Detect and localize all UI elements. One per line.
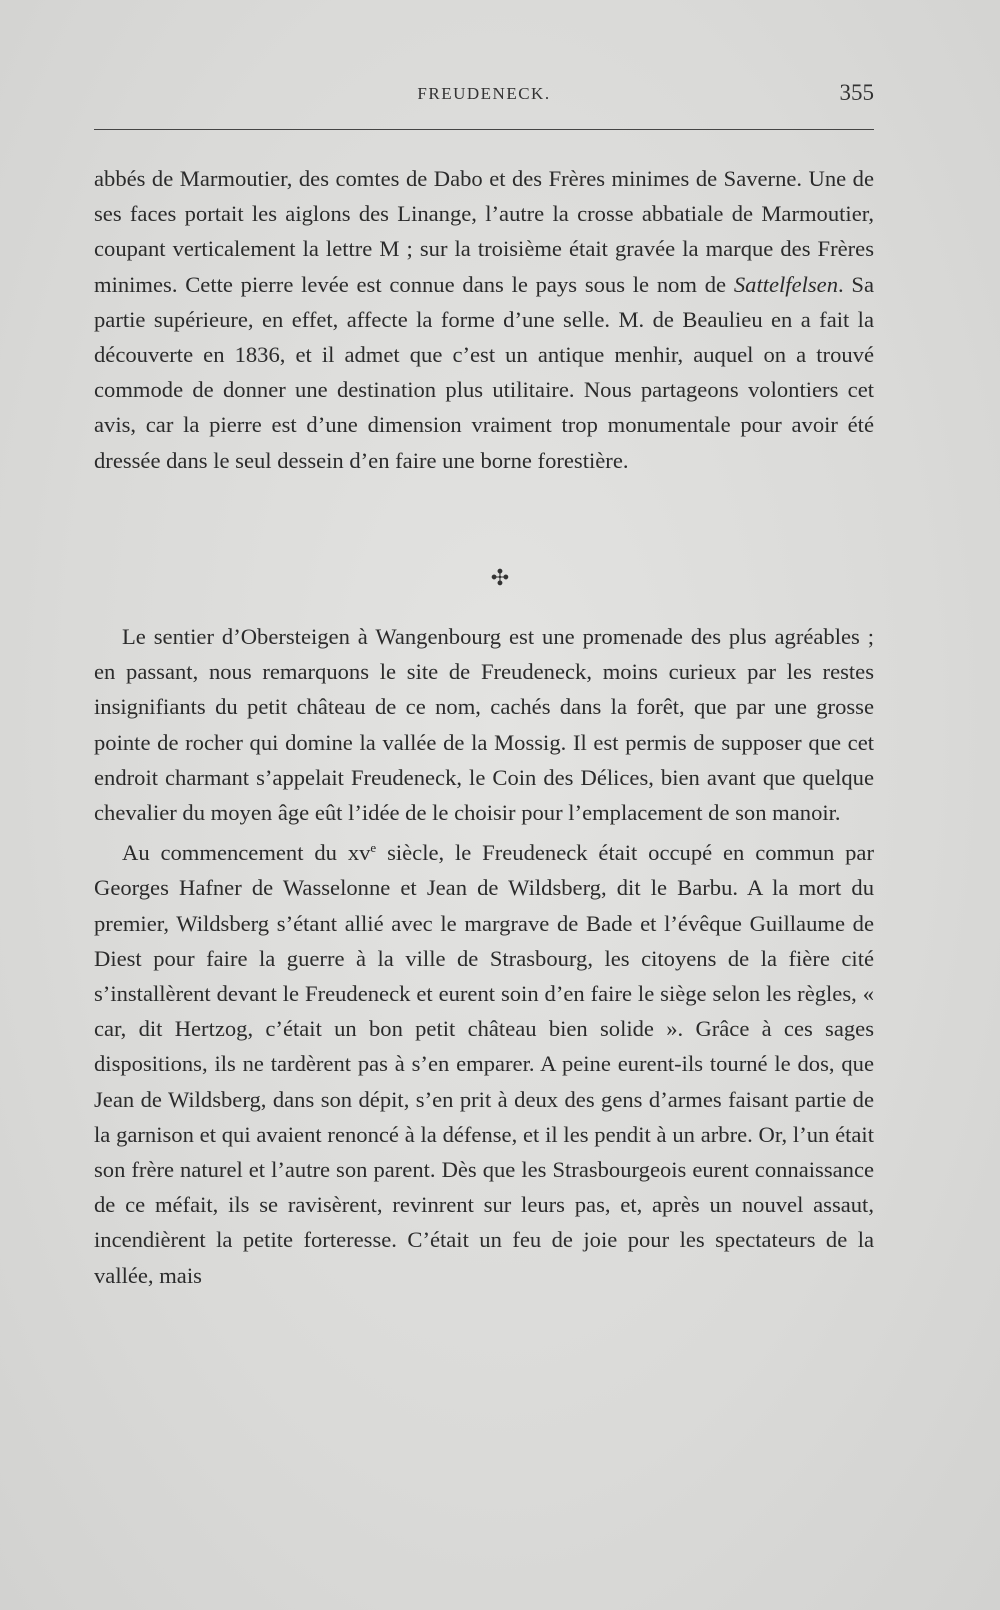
paragraph-siege [94, 830, 874, 1293]
paragraph-text-part-1: abbés de Marmoutier, des comtes de Dabo et des Frères minimes de Saverne. Une de ses faces portait les aiglons des Linange, l’autre la crosse abbatiale de Marmoutier, coupant verticalement la lettre M ; sur la troisième était gravée la marque des Frères minimes. Cette pierre levée est connue dans le pays sous le nom de [94, 166, 874, 297]
paragraph-text-part-2: siècle, le Freudeneck était occupé en commun par Georges Hafner de Wasselonne et Jean de Wildsberg, dit le Barbu. A la mort du premier, Wildsberg s’étant allié avec le margrave de Bade et l’évêque Guillaume de Diest pour faire la guerre à la ville de Strasbourg, les citoyens de la fière cité s’installèrent devant le Freudeneck et eurent soin d’en faire le siège selon les règles, « car, dit Hertzog, c’était un bon petit château bien solide ». Grâce à ces sages dispositions, ils ne tardèrent pas à s’en emparer. A peine eurent-ils tourné le dos, que Jean de Wildsberg, dans son dépit, s’en prit à deux des gens d’armes faisant partie de la garnison et qui avaient renoncé à la défense, et il les pendit à un arbre. Or, l’un était son frère naturel et l’autre son parent. Dès que les Strasbourgeois eurent connaissance de ce méfait, ils se ravisèrent, revinrent sur leurs pas, et, après un nouvel assaut, incendièrent la petite forteresse. C’était un feu de joie pour les spectateurs de la vallée, mais [94, 840, 874, 1288]
paragraph-sattelfelsen [94, 161, 874, 478]
section-freudeneck [94, 619, 874, 1293]
page-number: 355 [839, 80, 874, 105]
century-superscript: e [370, 840, 377, 856]
header-rule [94, 129, 874, 130]
paragraph-text [94, 161, 874, 478]
section-ornament-icon: ✣ [490, 566, 510, 591]
paragraph-sentier: Le sentier d’Obersteigen à Wangenbourg est une promenade des plus agréables ; en passant, nous remarquons le site de Freudeneck, moins curieux par les restes insignifiants du petit château de ce nom, cachés dans la forêt, que par une grosse pointe de rocher qui domine la vallée de la Mossig. Il est permis de supposer que cet endroit charmant s’appelait Freudeneck, le Coin des Délices, bien avant que quelque chevalier du moyen âge eût l’idée de le choisir pour l’emplacement de son manoir. [94, 624, 874, 826]
italic-term: Sattelfelsen [733, 271, 838, 297]
paragraph-text-part-1: Au commencement du xv [122, 840, 371, 866]
paragraph-text-part-2: . Sa partie supérieure, en effet, affecte la forme d’une selle. M. de Beaulieu en a fait la découverte en 1836, et il admet que c’est un antique menhir, auquel on a trouvé commode de donner une destination plus utilitaire. Nous partageons volontiers cet avis, car la pierre est d’une dimension vraiment trop monumentale pour avoir été dressée dans le seul dessein d’en faire une borne forestière. [94, 271, 875, 473]
running-title: FREUDENECK. [417, 84, 551, 103]
page-header [94, 80, 874, 110]
